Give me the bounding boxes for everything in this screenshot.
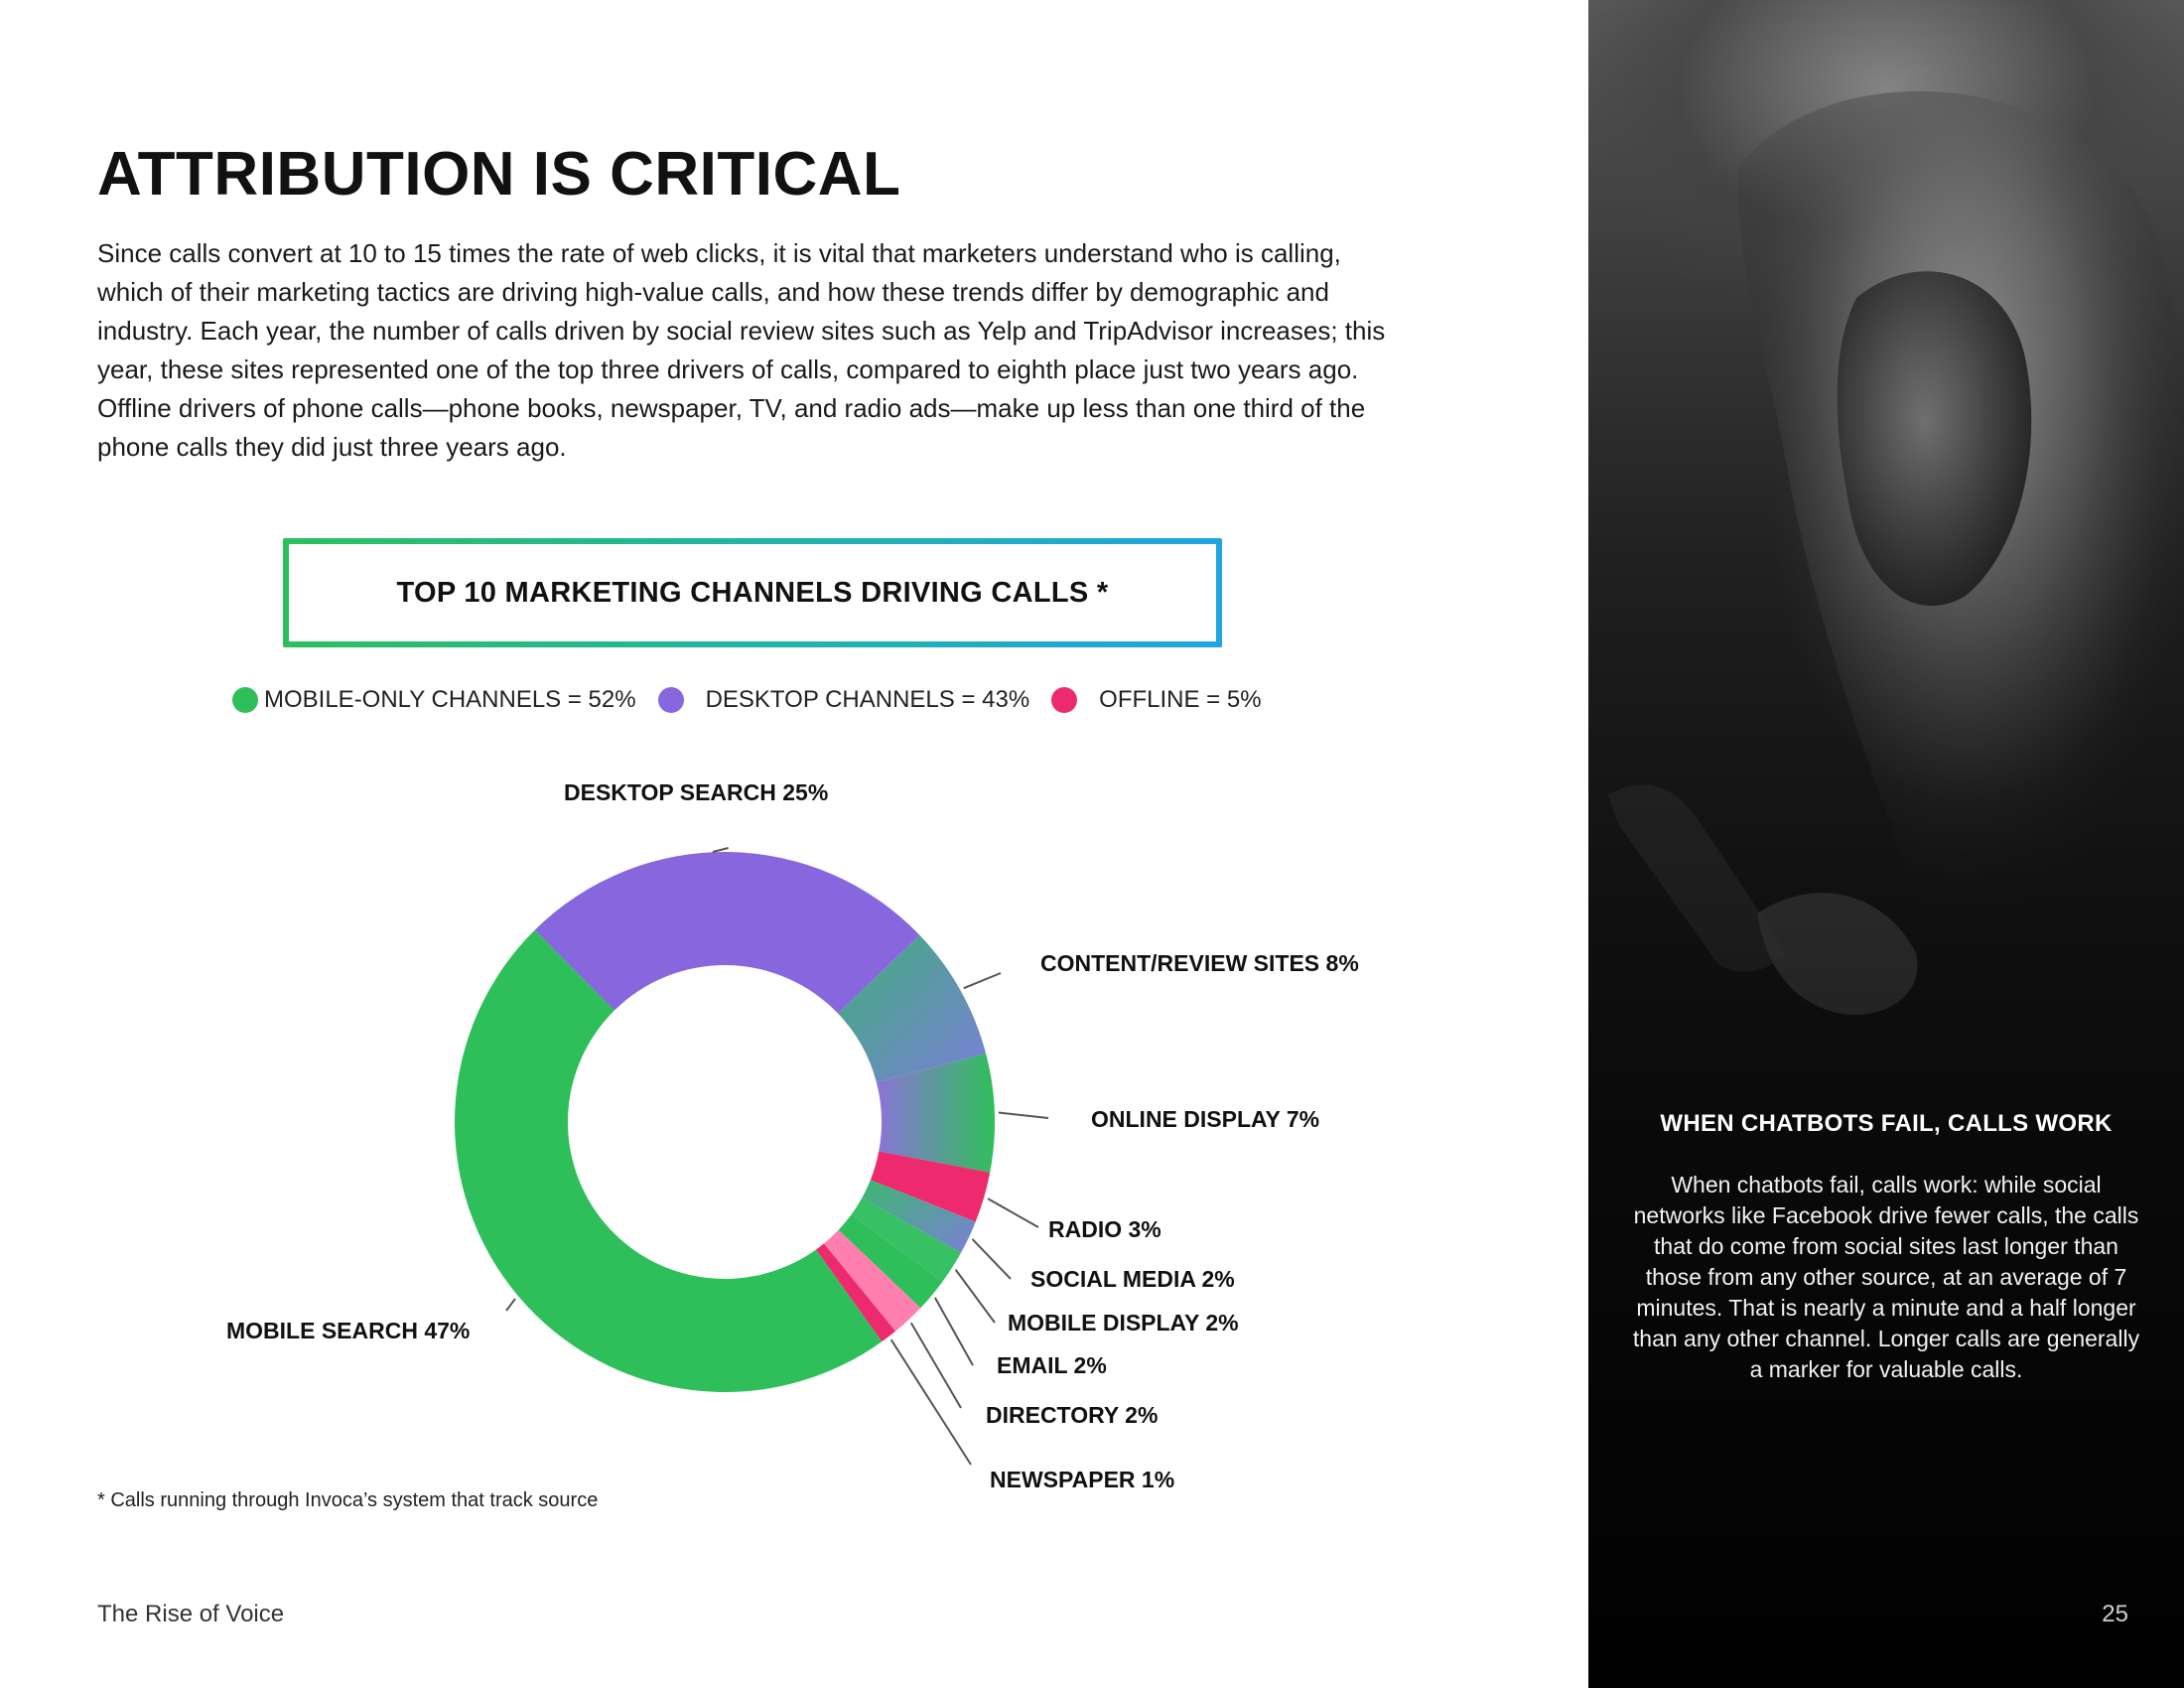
callout-label-social-media: SOCIAL MEDIA 2%: [1030, 1266, 1235, 1292]
slice-mobile-search: [455, 930, 882, 1392]
callout-label-newspaper: NEWSPAPER 1%: [990, 1467, 1175, 1492]
intro-paragraph: Since calls convert at 10 to 15 times the rate of web clicks, it is vital that marketers understand who is calling, which of their marketing tactics are driving high-value calls, and how these trends differ by demographic and industry. Each year, the number of calls driven by social review sites such as Yelp and TripAdvisor increases; this year, these sites represented one of the top three drivers of calls, compared to eighth place just two years ago. Offline drivers of phone calls—phone books, newspaper, TV, and radio ads—make up less than one third of the phone calls they did just three years ago.: [97, 238, 1386, 462]
callout-label-content-review-sites: CONTENT/REVIEW SITES 8%: [1040, 950, 1359, 976]
leader-line-0: [713, 848, 729, 852]
callout-label-online-display: ONLINE DISPLAY 7%: [1091, 1106, 1320, 1132]
sidebar-body: When chatbots fail, calls work: while social networks like Facebook drive fewer calls, the calls that do come from social sites last longer than those from any other source, at an average of 7 minutes. That is nearly a minute and a half longer than any other channel. Longer calls are generally a marker for valuable calls.: [1632, 1172, 2140, 1382]
leader-line-3: [988, 1198, 1038, 1227]
page-title: ATTRIBUTION IS CRITICAL: [97, 140, 901, 209]
sidebar-photo-panel: [1588, 0, 2184, 1688]
chart-footnote: * Calls running through Invoca’s system that track source: [97, 1489, 599, 1511]
callout-label-email: EMAIL 2%: [997, 1352, 1107, 1378]
callout-label-mobile-display: MOBILE DISPLAY 2%: [1008, 1310, 1239, 1336]
donut-slices: [455, 852, 995, 1392]
leader-line-6: [935, 1298, 973, 1365]
legend-label-mobile: MOBILE-ONLY CHANNELS = 52%: [264, 686, 636, 713]
leader-line-1: [964, 973, 1001, 988]
callout-label-directory: DIRECTORY 2%: [986, 1402, 1159, 1428]
callout-label-radio: RADIO 3%: [1048, 1216, 1161, 1242]
leader-line-7: [911, 1323, 961, 1408]
legend-label-desktop: DESKTOP CHANNELS = 43%: [705, 686, 1030, 713]
callout-label-mobile-search: MOBILE SEARCH 47%: [226, 1318, 471, 1343]
legend-label-offline: OFFLINE = 5%: [1099, 686, 1262, 713]
leader-line-2: [999, 1113, 1048, 1118]
leader-line-4: [973, 1239, 1011, 1279]
sidebar-heading: WHEN CHATBOTS FAIL, CALLS WORK: [1660, 1110, 2113, 1137]
leader-line-5: [956, 1270, 995, 1323]
chart-title: TOP 10 MARKETING CHANNELS DRIVING CALLS *: [396, 576, 1109, 609]
leader-line-9: [506, 1299, 515, 1311]
callout-label-desktop-search: DESKTOP SEARCH 25%: [564, 779, 829, 805]
footer-publication-title: The Rise of Voice: [97, 1601, 285, 1627]
page-number: 25: [2102, 1601, 2128, 1627]
woman-with-phone-photo: [1588, 0, 2184, 1688]
